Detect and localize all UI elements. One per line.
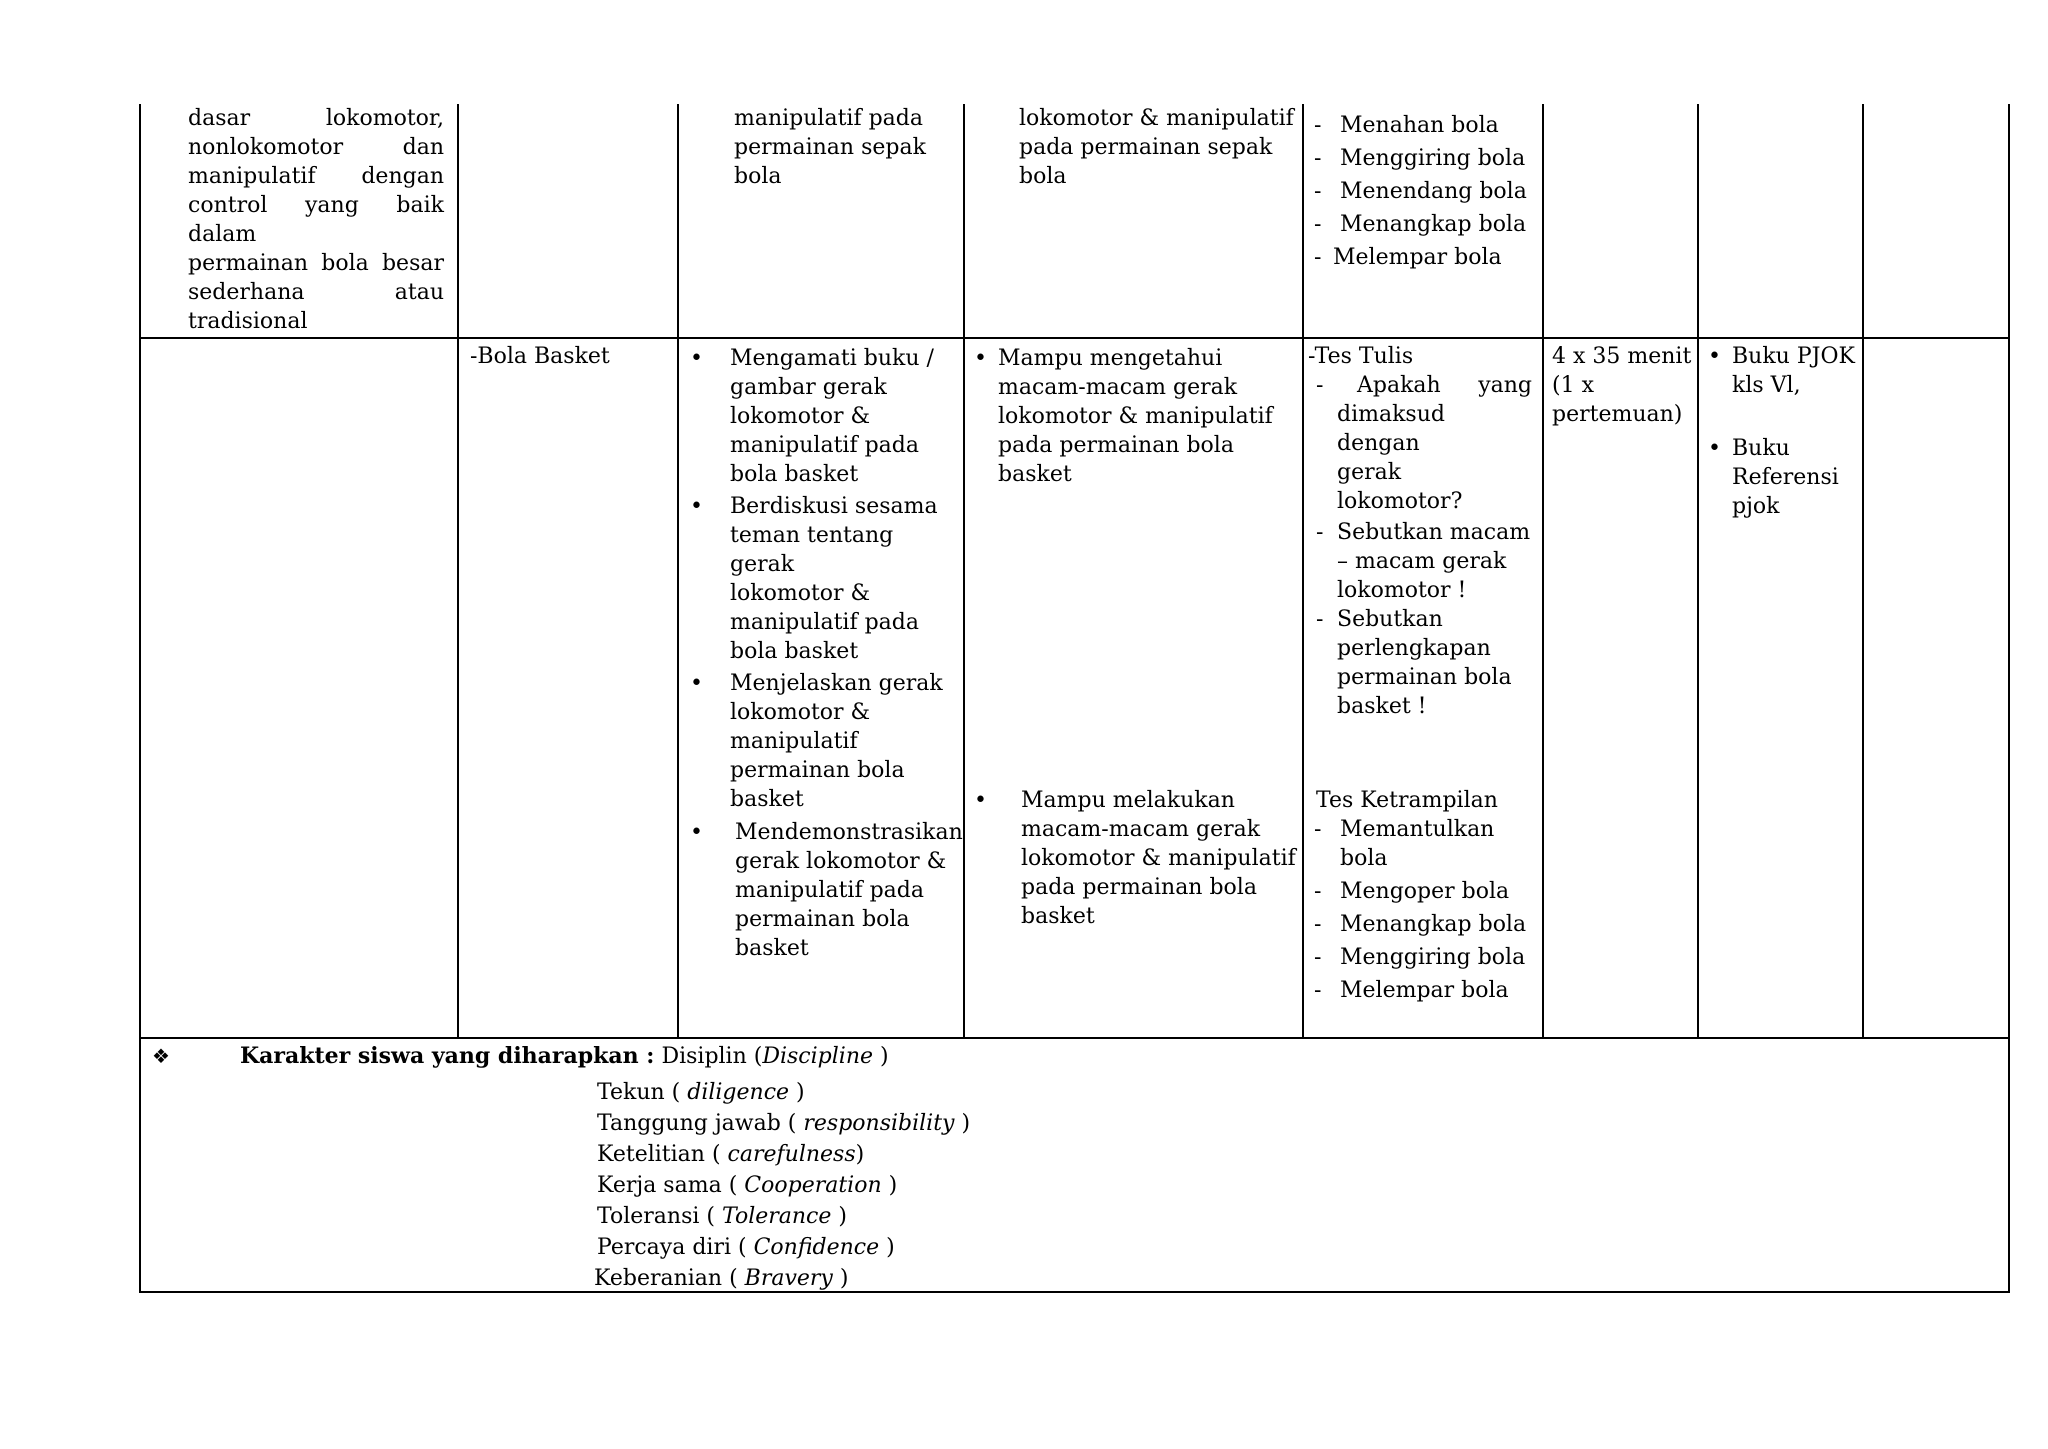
text-line: perlengkapan bbox=[1337, 636, 1491, 661]
list-item bbox=[1308, 605, 1532, 721]
text-line: lokomotor & manipulatif bbox=[1019, 106, 1294, 131]
row2-materi bbox=[470, 342, 670, 371]
text-line: pada permainan sepak bbox=[1019, 135, 1273, 160]
text-line: lokomotor & manipulatif bbox=[998, 404, 1273, 429]
col-divider-1 bbox=[457, 104, 459, 1039]
text-line: bola bbox=[1340, 846, 1388, 871]
row1-assessment bbox=[1306, 109, 1536, 274]
text-line: basket bbox=[730, 787, 804, 812]
character-item: Percaya diri ( Confidence ) bbox=[597, 1235, 895, 1260]
list-item bbox=[1306, 815, 1536, 873]
character-item: Ketelitian ( carefulness) bbox=[597, 1142, 865, 1167]
row2-time-allocation bbox=[1552, 342, 1694, 429]
text-line: sederhana atau bbox=[188, 280, 444, 305]
list-item bbox=[684, 344, 962, 489]
list-item bbox=[684, 669, 962, 814]
text-line: basket ! bbox=[1337, 694, 1427, 719]
character-item: Tekun ( diligence ) bbox=[597, 1080, 805, 1105]
text-line: - Memantulkan bbox=[1340, 817, 1495, 842]
list-item bbox=[1306, 877, 1536, 906]
row2-activities bbox=[684, 344, 962, 963]
text-line: macam-macam gerak bbox=[998, 375, 1238, 400]
text-line: manipulatif pada bbox=[730, 433, 919, 458]
text-line: - Menggiring bola bbox=[1340, 945, 1526, 970]
text-line: bola basket bbox=[730, 639, 859, 664]
text-line: control yang baik dalam bbox=[188, 193, 444, 247]
text-line: • Mampu mengetahui bbox=[998, 346, 1223, 371]
row1-competency bbox=[188, 104, 444, 336]
character-list bbox=[594, 1077, 1297, 1294]
list-item bbox=[968, 344, 1298, 489]
col-divider-3 bbox=[963, 104, 965, 1039]
list-item bbox=[968, 786, 1298, 931]
text-line: lokomotor & bbox=[730, 581, 871, 606]
list-item bbox=[1306, 943, 1536, 972]
list-item: - Menggiring bola bbox=[1306, 142, 1536, 175]
row-divider-2 bbox=[139, 1037, 2010, 1039]
row1-indicators bbox=[1019, 104, 1299, 191]
character-heading bbox=[152, 1042, 1992, 1071]
materi-label: -Bola Basket bbox=[470, 344, 610, 369]
list-item bbox=[1306, 910, 1536, 939]
row2-sources bbox=[1702, 342, 1860, 521]
text-line: 4 x 35 menit bbox=[1552, 344, 1692, 369]
diamond-bullet-icon: ❖ bbox=[152, 1044, 170, 1068]
col-divider-6 bbox=[1697, 104, 1699, 1039]
text-line: nonlokomotor dan bbox=[188, 135, 444, 160]
written-test-heading: -Tes Tulis bbox=[1308, 344, 1414, 369]
text-line: bola basket bbox=[730, 462, 859, 487]
text-line: permainan bola bbox=[730, 758, 905, 783]
text-line: Referensi bbox=[1732, 465, 1839, 490]
text-line: manipulatif dengan bbox=[188, 164, 444, 189]
text-line: manipulatif pada bbox=[735, 878, 924, 903]
character-item: Disiplin (Discipline ) bbox=[661, 1044, 889, 1069]
text-line: pertemuan) bbox=[1552, 402, 1683, 427]
col-divider-4 bbox=[1302, 104, 1304, 1039]
row2-skill-test bbox=[1316, 786, 1536, 1005]
text-line: pada permainan bola basket bbox=[998, 433, 1234, 487]
text-line: permainan bola bbox=[1337, 665, 1512, 690]
text-line: lokomotor & bbox=[730, 700, 871, 725]
col-divider-5 bbox=[1542, 104, 1544, 1039]
text-line: basket bbox=[1021, 904, 1095, 929]
row1-activities bbox=[734, 104, 964, 191]
text-line: pada permainan bola bbox=[1021, 875, 1257, 900]
row-divider-1 bbox=[139, 337, 2010, 339]
text-line: gerak lokomotor & bbox=[735, 849, 947, 874]
text-line: – macam gerak bbox=[1337, 549, 1507, 574]
text-line: - Mengoper bola bbox=[1340, 879, 1510, 904]
text-line: permainan bola bbox=[735, 907, 910, 932]
text-line: • Berdiskusi sesama bbox=[730, 494, 938, 519]
text-line: - Apakah yang bbox=[1357, 373, 1532, 398]
character-item: Keberanian ( Bravery ) bbox=[594, 1266, 849, 1291]
col-divider-2 bbox=[677, 104, 679, 1039]
text-line: (1 x bbox=[1552, 373, 1594, 398]
text-line: - Sebutkan macam bbox=[1337, 520, 1531, 545]
character-item: Tanggung jawab ( responsibility ) bbox=[597, 1111, 971, 1136]
text-line: • Mengamati buku / bbox=[730, 346, 934, 371]
list-item: - Menahan bola bbox=[1306, 109, 1536, 142]
list-item bbox=[684, 492, 962, 666]
text-line: tradisional bbox=[188, 309, 308, 334]
text-line: lokomotor & manipulatif bbox=[1021, 846, 1296, 871]
row2-written-test bbox=[1308, 342, 1532, 721]
list-item: - Menangkap bola bbox=[1306, 208, 1536, 241]
text-line: dimaksud dengan bbox=[1337, 402, 1445, 456]
table-border-left bbox=[139, 104, 141, 1293]
text-line: bola bbox=[1019, 164, 1067, 189]
text-line: • Menjelaskan gerak bbox=[730, 671, 943, 696]
list-item bbox=[1702, 434, 1860, 521]
text-line: kls Vl, bbox=[1732, 373, 1801, 398]
text-line: • Mampu melakukan bbox=[1021, 788, 1235, 813]
text-line: gambar gerak bbox=[730, 375, 887, 400]
text-line: gerak lokomotor? bbox=[1337, 460, 1463, 514]
text-line: permainan sepak bbox=[734, 135, 926, 160]
skill-test-heading: Tes Ketrampilan bbox=[1316, 788, 1498, 813]
table-border-right bbox=[2008, 104, 2010, 1293]
list-item bbox=[684, 818, 962, 963]
text-line: - Melempar bola bbox=[1340, 978, 1509, 1003]
text-line: bola bbox=[734, 164, 782, 189]
text-line: manipulatif pada bbox=[734, 106, 923, 131]
list-item bbox=[1306, 976, 1536, 1005]
text-line: manipulatif bbox=[730, 729, 858, 754]
text-line: manipulatif pada bbox=[730, 610, 919, 635]
text-line: • Buku bbox=[1732, 436, 1790, 461]
col-divider-7 bbox=[1862, 104, 1864, 1039]
character-item: Kerja sama ( Cooperation ) bbox=[597, 1173, 898, 1198]
text-line: - Sebutkan bbox=[1337, 607, 1443, 632]
row2-indicators-skill bbox=[968, 786, 1298, 931]
character-item: Toleransi ( Tolerance ) bbox=[597, 1204, 847, 1229]
row2-indicators bbox=[968, 344, 1298, 489]
character-label: Karakter siswa yang diharapkan : bbox=[240, 1043, 655, 1069]
text-line: - Menangkap bola bbox=[1340, 912, 1527, 937]
text-line: permainan bola besar bbox=[188, 251, 444, 276]
text-line: basket bbox=[735, 936, 809, 961]
list-item bbox=[1702, 342, 1860, 400]
text-line: dasar lokomotor, bbox=[188, 106, 444, 131]
text-line: • Mendemonstrasikan bbox=[735, 820, 963, 845]
text-line: teman tentang gerak bbox=[730, 523, 894, 577]
list-item: - Menendang bola bbox=[1306, 175, 1536, 208]
text-line: pjok bbox=[1732, 494, 1780, 519]
text-line: • Buku PJOK bbox=[1732, 344, 1855, 369]
list-item bbox=[1308, 371, 1532, 516]
text-line: macam-macam gerak bbox=[1021, 817, 1261, 842]
list-item: - Melempar bola bbox=[1306, 241, 1536, 274]
text-line: lokomotor & bbox=[730, 404, 871, 429]
list-item bbox=[1308, 518, 1532, 605]
text-line: lokomotor ! bbox=[1337, 578, 1467, 603]
